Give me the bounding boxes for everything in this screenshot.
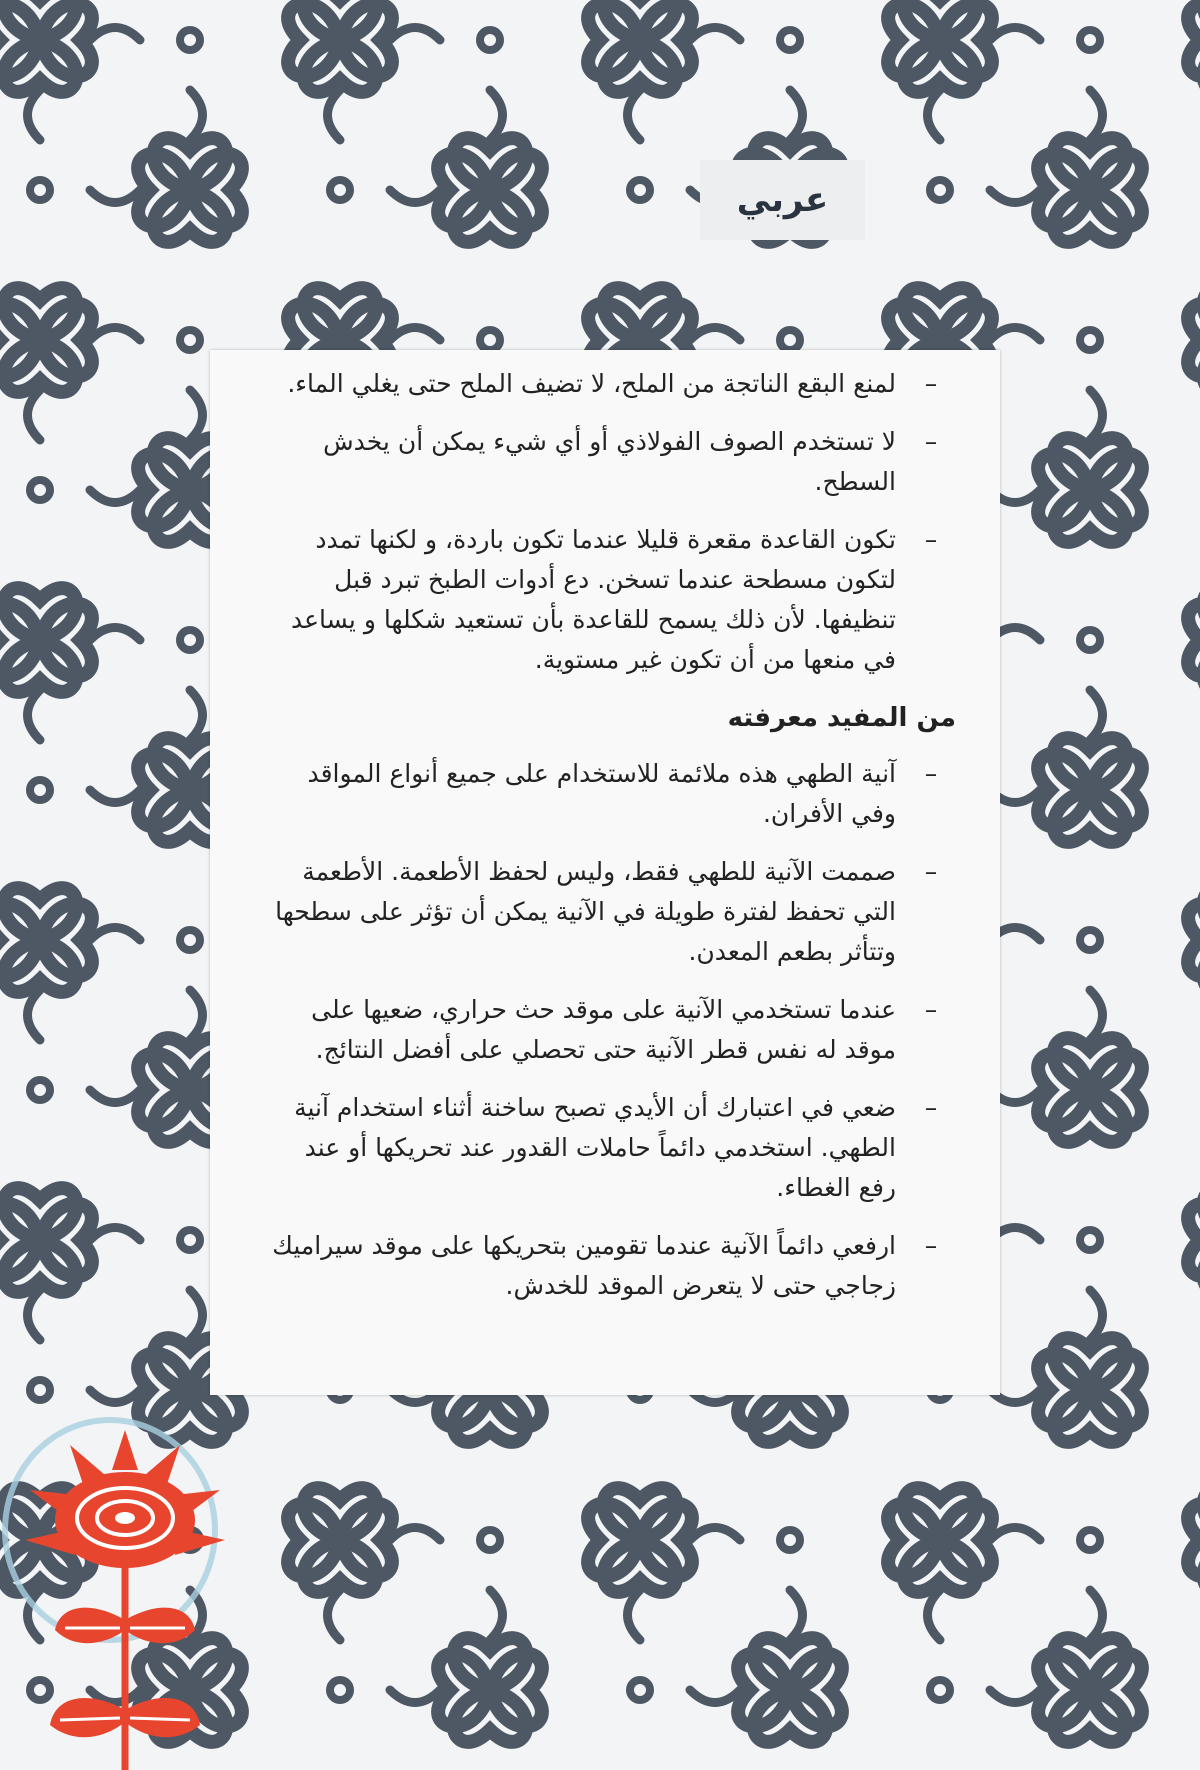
list-item-text: آنية الطهي هذه ملائمة للاستخدام على جميع أنواع المواقد وفي الأفران. xyxy=(307,759,896,828)
bullet-dash: – xyxy=(924,525,938,554)
list-item-text: عندما تستخدمي الآنية على موقد حث حراري، ضعيها على موقد له نفس قطر الآنية حتى تحصلي على أفضل النتائج. xyxy=(311,995,896,1064)
bullet-dash: – xyxy=(924,369,938,398)
language-tab xyxy=(700,160,865,240)
flower-icon xyxy=(0,1400,250,1770)
list-item xyxy=(260,1226,966,1306)
list-item-text: صممت الآنية للطهي فقط، وليس لحفظ الأطعمة. الأطعمة التي تحفظ لفترة طويلة في الآنية يمكن أن تؤثر على سطحها وتتأثر بطعم المعدن. xyxy=(275,857,896,966)
list-item-text: لا تستخدم الصوف الفولاذي أو أي شيء يمكن أن يخدش السطح. xyxy=(323,427,896,496)
card-content xyxy=(210,350,1000,1306)
instruction-card xyxy=(210,350,1000,1395)
list-item xyxy=(260,852,966,972)
list-item-text: ضعي في اعتبارك أن الأيدي تصبح ساخنة أثناء استخدام آنية الطهي. استخدمي دائماً حاملات القدور عند تحريكها أو عند رفع الغطاء. xyxy=(294,1093,896,1202)
bullet-dash: – xyxy=(924,1231,938,1260)
language-label: عربي xyxy=(736,180,829,220)
list-item xyxy=(260,520,966,680)
section-heading: من المفيد معرفته xyxy=(727,703,956,733)
bullet-dash: – xyxy=(924,759,938,788)
list-item-text: ارفعي دائماً الآنية عندما تقومين بتحريكها على موقد سيراميك زجاجي حتى لا يتعرض الموقد للخدش. xyxy=(272,1231,896,1300)
bullet-dash: – xyxy=(924,427,938,456)
list-item xyxy=(260,364,966,404)
list-item-text: تكون القاعدة مقعرة قليلا عندما تكون باردة، و لكنها تمدد لتكون مسطحة عندما تسخن. دع أدوات الطبخ تبرد قبل تنظيفها. لأن ذلك يسمح للقاعدة بأن تستعيد شكلها و يساعد في منعها من أن تكون غير مستوية. xyxy=(290,525,896,674)
list-item xyxy=(260,1088,966,1208)
bullet-dash: – xyxy=(924,1093,938,1122)
bullet-dash: – xyxy=(924,995,938,1024)
list-item xyxy=(260,422,966,502)
list-item xyxy=(260,990,966,1070)
bullet-dash: – xyxy=(924,857,938,886)
list-item xyxy=(260,754,966,834)
list-item-text: لمنع البقع الناتجة من الملح، لا تضيف الملح حتى يغلي الماء. xyxy=(287,369,896,398)
